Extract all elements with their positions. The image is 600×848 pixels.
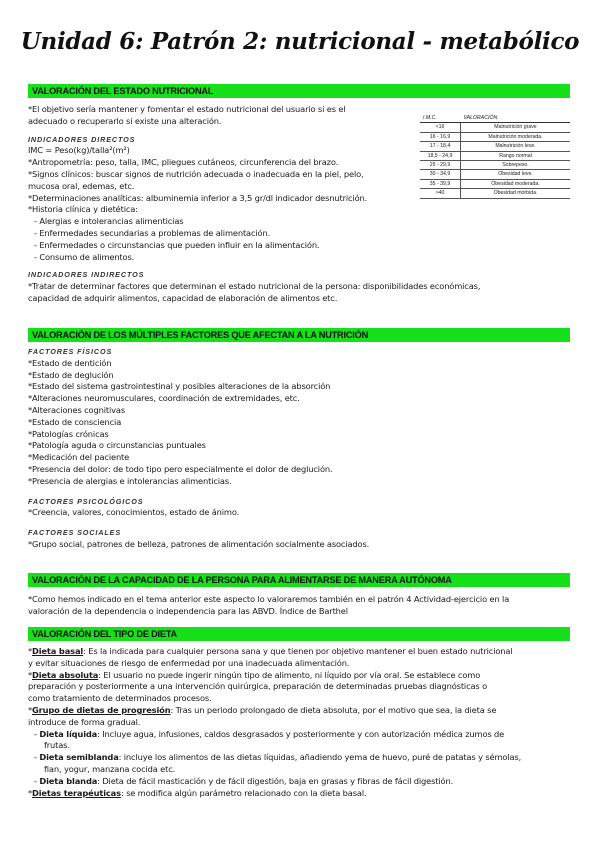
term-dieta-semiblanda: Dieta semiblanda (39, 752, 119, 763)
text-line: *Historia clínica y dietética: (28, 204, 138, 215)
section-header-capacidad-autonoma: VALORACIÓN DE LA CAPACIDAD DE LA PERSONA PARA ALIMENTARSE DE MANERA AUTÓNOMA (28, 573, 570, 587)
table-cell: Obesidad leve. (461, 170, 571, 179)
section-header-factores-nutricion: VALORACIÓN DE LOS MÚLTIPLES FACTORES QUE AFECTAN A LA NUTRICIÓN (28, 328, 570, 342)
list-item: *Medicación del paciente (28, 452, 130, 463)
term-dietas-progresion: Grupo de dietas de progresión (32, 704, 171, 715)
table-cell: Obesidad mórbida. (461, 189, 571, 198)
text-dieta-semiblanda: : incluye los alimentos de las dietas líquidas, añadiendo yema de huevo, puré de patatas y sémolas, (118, 752, 522, 763)
list-item: *Creencia, valores, conocimientos, estado de ánimo. (28, 507, 240, 518)
text-dieta-blanda: : Dieta de fácil masticación y de fácil digestión, baja en grasas y fibras de fácil digestión. (97, 775, 454, 786)
table-cell: >40 (420, 189, 461, 198)
text-dietas-progresion: : Tras un periodo prolongado de dieta absoluta, por el motivo que sea, la dieta se (170, 704, 497, 715)
table-cell: Rango normal (461, 151, 571, 160)
table-row (420, 151, 570, 160)
table-row (420, 161, 570, 170)
list-item: *Estado de dentición (28, 357, 112, 368)
section-tipo-dieta (28, 646, 570, 799)
table-row (420, 179, 570, 188)
section-header-tipo-dieta: VALORACIÓN DEL TIPO DE DIETA (28, 627, 570, 641)
subheading-indicadores-directos: INDICADORES DIRECTOS (28, 134, 136, 144)
list-item: *Estado del sistema gastrointestinal y posibles alteraciones de la absorción (28, 381, 331, 392)
text-line: capacidad de adquirir alimentos, capacidad de elaboración de alimentos etc. (28, 292, 338, 303)
table-cell: 16 - 16,9 (420, 132, 461, 141)
text-dieta-liquida: : Incluye agua, infusiones, caldos desgrasados y posteriormente y con autorización médica zumos de (97, 728, 505, 739)
text-line: *El objetivo sería mantener y fomentar el estado nutricional del usuario si es el (28, 104, 346, 114)
text-line: frutas. (44, 740, 70, 751)
table-cell: 18,5 - 24,9 (420, 151, 461, 160)
text-line: preparación y posteriormente a una intervención quirúrgica, preparación de determinadas pruebas diagnósticas o (28, 681, 488, 692)
diet-entry: *Dietas terapéuticas: se modifica algún parámetro relacionado con la dieta basal. (28, 787, 367, 798)
text-line: *Antropometría: peso, talla, IMC, pliegues cutáneos, circunferencia del brazo. (28, 157, 339, 168)
list-item: *Alteraciones neuromusculares, coordinación de extremidades, etc. (28, 393, 300, 404)
table-header: VALORACIÓN (461, 114, 571, 123)
text-dietas-terapeuticas: : se modifica algún parámetro relacionado con la dieta basal. (120, 787, 367, 798)
list-item: - Consumo de alimentos. (34, 251, 135, 262)
list-item: *Presencia del dolor: de todo tipo pero especialmente el dolor de deglución. (28, 463, 333, 474)
term-dieta-absoluta: Dieta absoluta (32, 669, 99, 680)
text-line: flan, yogur, manzana cocida etc. (44, 763, 176, 774)
table-cell: 25 - 29,9 (420, 161, 461, 170)
text-dieta-absoluta: : El usuario no puede ingerir ningún tipo de alimento, ni líquido por vía oral. Se establece como (98, 669, 481, 680)
text-line: como tratamiento de determinados procesos. (28, 693, 212, 704)
table-row (420, 132, 570, 141)
diet-entry: *Dieta absoluta: El usuario no puede ingerir ningún tipo de alimento, ni líquido por vía oral. Se establece como (28, 669, 481, 680)
list-item: *Alteraciones cognitivas (28, 404, 125, 415)
list-item: *Patologías crónicas (28, 428, 109, 439)
subheading-factores-sociales: FACTORES SOCIALES (28, 528, 122, 538)
imc-table (420, 114, 570, 199)
list-item: *Estado de consciencia (28, 416, 122, 427)
table-cell: <16 (420, 123, 461, 132)
diet-entry: *Grupo de dietas de progresión: Tras un periodo prolongado de dieta absoluta, por el motivo que sea, la dieta se (28, 704, 497, 715)
term-dietas-terapeuticas: Dietas terapéuticas (32, 787, 121, 798)
section-capacidad-autonoma (28, 594, 570, 618)
table-cell: 17 - 18,4 (420, 142, 461, 151)
table-cell: 30 - 34,9 (420, 170, 461, 179)
table-cell: Malnutrición moderada. (461, 132, 571, 141)
table-header-row (420, 114, 570, 123)
text-line: y evitar situaciones de riesgo de enfermedad por una inadecuada alimentación. (28, 657, 350, 668)
table-cell: Obesidad moderada. (461, 179, 571, 188)
diet-entry: - Dieta líquida: Incluye agua, infusiones, caldos desgrasados y posteriormente y con autorización médica zumos de (34, 728, 505, 739)
term-dieta-blanda: Dieta blanda (39, 775, 98, 786)
list-item: *Grupo social, patrones de belleza, patrones de alimentación socialmente asociados. (28, 538, 370, 549)
section-header-estado-nutricional: VALORACIÓN DEL ESTADO NUTRICIONAL (28, 84, 570, 98)
table-cell: Sobrepeso. (461, 161, 571, 170)
list-item: *Patología aguda o circunstancias puntuales (28, 440, 206, 451)
table-row (420, 170, 570, 179)
text-line: introduce de forma gradual. (28, 716, 141, 727)
list-item: *Estado de deglución (28, 369, 114, 380)
table-row (420, 189, 570, 198)
list-item: - Enfermedades secundarias a problemas de alimentación. (34, 227, 271, 238)
list-item: *Presencia de alergias e intolerancias alimenticias. (28, 475, 232, 486)
list-item: - Alergias e intolerancias alimenticias (34, 216, 184, 227)
table-row (420, 123, 570, 132)
text-line: mucosa oral, edemas, etc. (28, 180, 135, 191)
subheading-indicadores-indirectos: INDICADORES INDIRECTOS (28, 270, 145, 280)
section-factores-nutricion (28, 346, 570, 551)
text-line: *Tratar de determinar factores que determinan el estado nutricional de la persona: disponibilidades económicas, (28, 281, 481, 292)
text-line: *Determinaciones analíticas: albuminemia inferior a 3,5 gr/dl indicador desnutrición. (28, 192, 368, 203)
table-cell: Malnutrición grave (461, 123, 571, 132)
diet-entry: - Dieta semiblanda: incluye los alimentos de las dietas líquidas, añadiendo yema de huevo, puré de patatas y sémolas, (34, 752, 522, 763)
subheading-factores-psicologicos: FACTORES PSICOLÓGICOS (28, 496, 144, 506)
table-header: I.M.C. (420, 114, 461, 123)
table-row (420, 142, 570, 151)
diet-entry: - Dieta blanda: Dieta de fácil masticación y de fácil digestión, baja en grasas y fibras de fácil digestión. (34, 775, 454, 786)
table-cell: 35 - 39,9 (420, 179, 461, 188)
text-line: valoración de la dependencia o independencia para las ABVD. Índice de Barthel (28, 605, 348, 616)
subheading-factores-fisicos: FACTORES FÍSICOS (28, 347, 113, 356)
text-line: adecuado o recuperarlo si existe una alteración. (28, 115, 222, 126)
diet-entry: *Dieta basal: Es la indicada para cualquier persona sana y que tienen por objetivo mantener el buen estado nutricional (28, 646, 513, 656)
text-line: *Como hemos indicado en el tema anterior este aspecto lo valoraremos también en el patrón 4 Actividad-ejercicio en la (28, 594, 510, 604)
term-dieta-liquida: Dieta líquida (39, 728, 98, 739)
list-item: - Enfermedades o circunstancias que pueden influir en la alimentación. (34, 239, 320, 250)
text-line: IMC = Peso(kg)/talla²(m²) (28, 145, 130, 156)
text-line: *Signos clínicos: buscar signos de nutrición adecuada o inadecuada en la piel, pelo, (28, 168, 364, 179)
text-dieta-basal: : Es la indicada para cualquier persona sana y que tienen por objetivo mantener el buen estado nutricional (83, 646, 513, 656)
table-cell: Malnutrición leve. (461, 142, 571, 151)
page-title: Unidad 6: Patrón 2: nutricional - metabólico (20, 28, 580, 55)
term-dieta-basal: Dieta basal (32, 646, 84, 656)
